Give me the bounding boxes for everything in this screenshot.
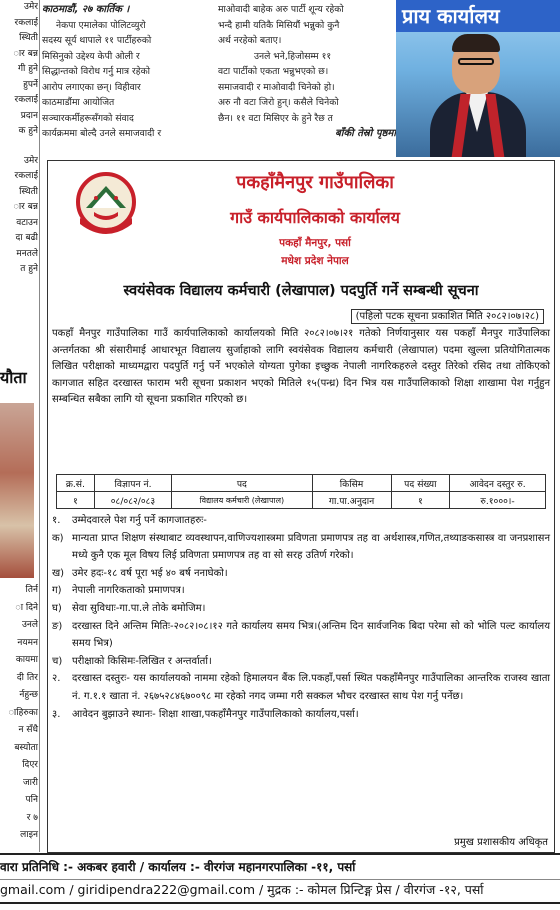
left-line: स्थिती: [19, 186, 38, 197]
left-line: नयमन: [17, 637, 38, 648]
requirement-text: उम्मेदवारले पेश गर्नु पर्ने कागजातहरुः-: [72, 515, 207, 526]
office-province: मधेश प्रदेश नेपाल: [281, 255, 349, 267]
requirement-item: [52, 582, 550, 600]
requirement-text: आवेदन बुझाउने स्थानः- शिक्षा शाखा,पकहाँमैनपुर गाउँपालिकाको कार्यालय,पर्सा।: [72, 708, 359, 720]
signatory-title: प्रमुख प्रशासकीय अधिकृत: [454, 837, 548, 848]
left-line: न सँधै: [18, 725, 38, 735]
requirement-text: सेवा सुविधाः-गा.पा.ले तोके बमोजिम।: [72, 602, 206, 614]
requirement-text: दरखास्त दस्तुरः- यस कार्यालयको नाममा रहेको हिमालयन बैंक लि.पकहाँ,पर्सा स्थित पकहाँमैनपुर गाउँपालिका आन्तरिक राजस्व खाता नं. ग.१.१ खाता नं. २६७५२८४६७००९८ मा रहेको नगद जम्मा गरी सक्कल भौचर दरखास्त साथ पेश गर्नु पर्नेछ।: [72, 673, 550, 702]
left-line: मनतले: [16, 248, 38, 259]
table-header: आवेदन दस्तुर रु.: [450, 475, 546, 492]
left-line: उमेर: [24, 2, 38, 12]
left-line: र्नहुन्छ: [19, 690, 38, 700]
news-column-left: [42, 2, 217, 142]
requirement-label: २.: [52, 673, 61, 685]
article-line: अर्थ नरहेको बताए।: [218, 35, 282, 46]
left-line: दिएर: [22, 760, 38, 770]
requirement-item: [52, 530, 550, 565]
left-line: पनि: [25, 795, 38, 805]
publication-date-text: (पहिलो पटक सूचना प्रकाशित मिति २०८२।०७।२८): [351, 309, 544, 324]
requirements-list: [52, 512, 550, 723]
table-row: [57, 492, 546, 509]
left-line: रकलाई: [14, 17, 38, 28]
left-line: रकलाई: [14, 171, 38, 181]
requirement-item: [52, 706, 550, 724]
office-subtitle: गाउँ कार्यपालिकाको कार्यालय: [230, 208, 400, 227]
left-line: र ७: [26, 812, 38, 823]
left-line: दी तिर: [16, 672, 38, 683]
left-line: प्रदान: [20, 110, 38, 121]
left-line: ार बन्न: [13, 202, 38, 212]
left-line: जारी: [22, 777, 38, 788]
table-cell: गा.पा.अनुदान: [312, 492, 391, 509]
article-line: नेकपा एमालेका पोलिटव्युरो: [56, 19, 146, 31]
publication-date: [300, 308, 550, 322]
requirement-label: ३.: [52, 708, 61, 720]
requirement-item: [52, 565, 550, 583]
requirement-item: [52, 653, 550, 671]
requirement-text: उमेर हदः-१८ वर्ष पूरा भई ४० बर्ष ननाघेको।: [72, 567, 228, 579]
requirement-label: च): [52, 655, 63, 667]
article-line: सदस्य सूर्य थापाले ११ पार्टीहरुको: [42, 35, 152, 46]
left-line: रकलाई: [14, 95, 38, 105]
table-cell: विद्यालय कर्मचारी (लेखापाल): [172, 492, 312, 509]
requirement-label: क): [52, 532, 64, 544]
table-cell: ०८/०८२/०८३: [94, 492, 171, 509]
article-line: भन्दै हामी यतिकै मिसियौं भन्नुको कुनै: [218, 19, 340, 31]
article-line: आरोप लगाएका छन्। विहीवार: [42, 81, 141, 93]
article-line: अरु नौ वटा जिरो हुन्। कसैले चिनेको: [218, 97, 339, 108]
requirement-label: ख): [52, 567, 65, 579]
requirement-text: दरखास्त दिने अन्तिम मितिः-२०८२।०८।१२ गते कार्यालय समय भित्र।(अन्तिम दिन सार्वजनिक बिदा परेमा सो को भोलि पल्ट कार्यालय समय भित्र): [72, 620, 550, 650]
article-line: सञ्चारकर्मीहरूसँगको संवाद: [42, 112, 134, 124]
left-headline: यौता: [0, 368, 27, 387]
left-line: ा दिने: [15, 602, 38, 613]
requirement-item: [52, 512, 550, 530]
article-line: सिद्धान्तको विरोध गर्नु मात्र रहेको: [42, 66, 151, 77]
article-line: काठमाडौंमा आयोजित: [42, 97, 115, 108]
left-line: लाइन: [20, 830, 38, 840]
requirement-label: १.: [52, 515, 61, 526]
office-name: पकहाँमैनपुर गाउँपालिका: [236, 172, 394, 193]
left-line: क हुने: [18, 126, 38, 136]
left-line: त हुने: [20, 264, 38, 274]
left-line: बस्योता: [14, 742, 38, 753]
photo-person-glasses: [458, 58, 494, 65]
left-line: तिर्न: [25, 585, 38, 595]
dateline: काठमाडौं, २७ कार्तिक ।: [42, 4, 130, 15]
requirement-item: [52, 618, 550, 653]
requirement-label: ग): [52, 585, 62, 597]
requirement-item: [52, 670, 550, 705]
requirement-item: [52, 600, 550, 618]
left-photo: [0, 403, 34, 578]
footer-contact: gmail.com / giridipendra222@gmail.com / मुद्रक :- कोमल प्रिन्टिङ्ग प्रेस / वीरगंज -१२, पर्सा: [0, 878, 560, 904]
table-header: पद: [172, 475, 312, 492]
left-line: ार बन्न: [13, 48, 38, 59]
requirement-label: घ): [52, 602, 62, 614]
table-cell: १: [391, 492, 449, 509]
left-line: ाहिरुका: [8, 707, 38, 718]
requirement-text: नेपाली नागरिकताको प्रमाणपत्र।: [72, 585, 185, 597]
column-divider: [39, 0, 40, 852]
article-line: माओवादी बाहेक अरु पार्टी शून्य रहेको: [218, 4, 344, 15]
news-photo: [396, 0, 560, 157]
office-address: पकहाँ मैनपुर, पर्सा: [279, 237, 351, 249]
requirement-text: परीक्षाको किसिमः-लिखित र अन्तर्वार्ता।: [72, 655, 212, 667]
left-line: स्थिती: [19, 33, 38, 43]
news-column-right: [218, 2, 396, 142]
article-line: मिसिनुको उद्देश्य केपी ओली र: [42, 50, 140, 62]
footer-credits: वारा प्रतिनिधि :- अकबर हवारी / कार्यालय :- वीरगंज महानगरपालिका -११, पर्सा: [0, 853, 560, 880]
vacancy-table: [56, 474, 546, 509]
left-line: वटाउन: [16, 217, 38, 228]
photo-banner: प्राय कार्यालय: [396, 0, 560, 32]
article-line: छैन। ११ वटा मिसिएर के हुने रैछ त: [218, 112, 333, 124]
table-header: विज्ञापन नं.: [94, 475, 171, 492]
left-line: दा बढी: [15, 233, 38, 243]
notice-headline: स्वयंसेवक विद्यालय कर्मचारी (लेखापाल) पदपुर्ति गर्ने सम्बन्धी सूचना: [123, 283, 479, 299]
requirement-text: मान्यता प्राप्त शिक्षण संस्थाबाट व्यवस्थापन,वाणिज्यशास्त्रमा प्रविणता प्रमाणपत्र तह वा अर्थशास्त्र,गणित,तथ्याङकसास्त्र वा जनप्रशासन मध्ये कुनै एक मूल विषय लिई प्रविणता प्रमाणपत्र तह वा सो सरह उतिर्ण गरेको।: [72, 532, 550, 562]
article-line: उनले भने,हिजोसम्म ११: [254, 50, 332, 62]
continued-note: बाँकी तेस्रो पृष्ठमा: [335, 128, 396, 139]
nepal-emblem-icon: [66, 168, 146, 242]
left-line: हुपर्ने: [23, 79, 38, 90]
left-line: उमेर: [24, 155, 38, 166]
left-line: गी हुने: [17, 64, 38, 74]
table-header: क्र.सं.: [57, 475, 95, 492]
article-line: समाजवादी र माओवादी चिनेको हो।: [218, 81, 335, 93]
photo-person-hair: [452, 34, 500, 52]
table-header: किसिम: [312, 475, 391, 492]
left-line: कायमा: [15, 655, 38, 665]
left-top-lines: [0, 0, 38, 140]
article-line: कार्यक्रममा बोल्दै उनले समाजवादी र: [42, 128, 162, 139]
table-cell: १: [57, 492, 95, 509]
notice-body: [52, 326, 550, 409]
table-cell: रु.१०००।-: [450, 492, 546, 509]
notice-body-paragraph: पकहाँ मैनपुर गाउँपालिका गाउँ कार्यपालिकाको कार्यालयको मिति २०८२।०७।२१ गतेको निर्णयानुसार यस पकहाँ मैनपुर गाउँपालिका अन्तर्गतका श्री संसारीमाई आधारभूत विद्यालय सुर्जाहाको लागि स्वयंसेवक विद्यालय कर्मचारी (लेखापाल) पदमा खुल्ला प्रतियोगितात्मक लिखित परीक्षाको माध्यमद्वारा पदपुर्ति गर्नु पर्ने भएकोले योग्यता पुगेका इच्छुक नेपाली नागरिकहरुले दस्तुर तिरेको रसिद तथा तोकिएको कागजात सहित दरखास्त फाराम भरी सूचना प्रकाशन भएको मितिले १५(पन्ध्र) दिन भित्र यस गाउँपालिकाको शिक्षा शाखामा पेश गर्नुहुन सम्बन्धित सबैका लागि यो सूचना प्रकाशित गरिएको छ।: [52, 328, 550, 406]
article-line: वटा पार्टीको एकता भन्नुभएको छ।: [218, 66, 329, 77]
table-header: पद संख्या: [391, 475, 449, 492]
requirement-label: ङ): [52, 620, 63, 632]
left-mid-lines: [0, 154, 38, 278]
table-header-row: [57, 475, 546, 492]
left-bottom-lines: [0, 582, 38, 845]
left-line: उनले: [21, 620, 38, 630]
